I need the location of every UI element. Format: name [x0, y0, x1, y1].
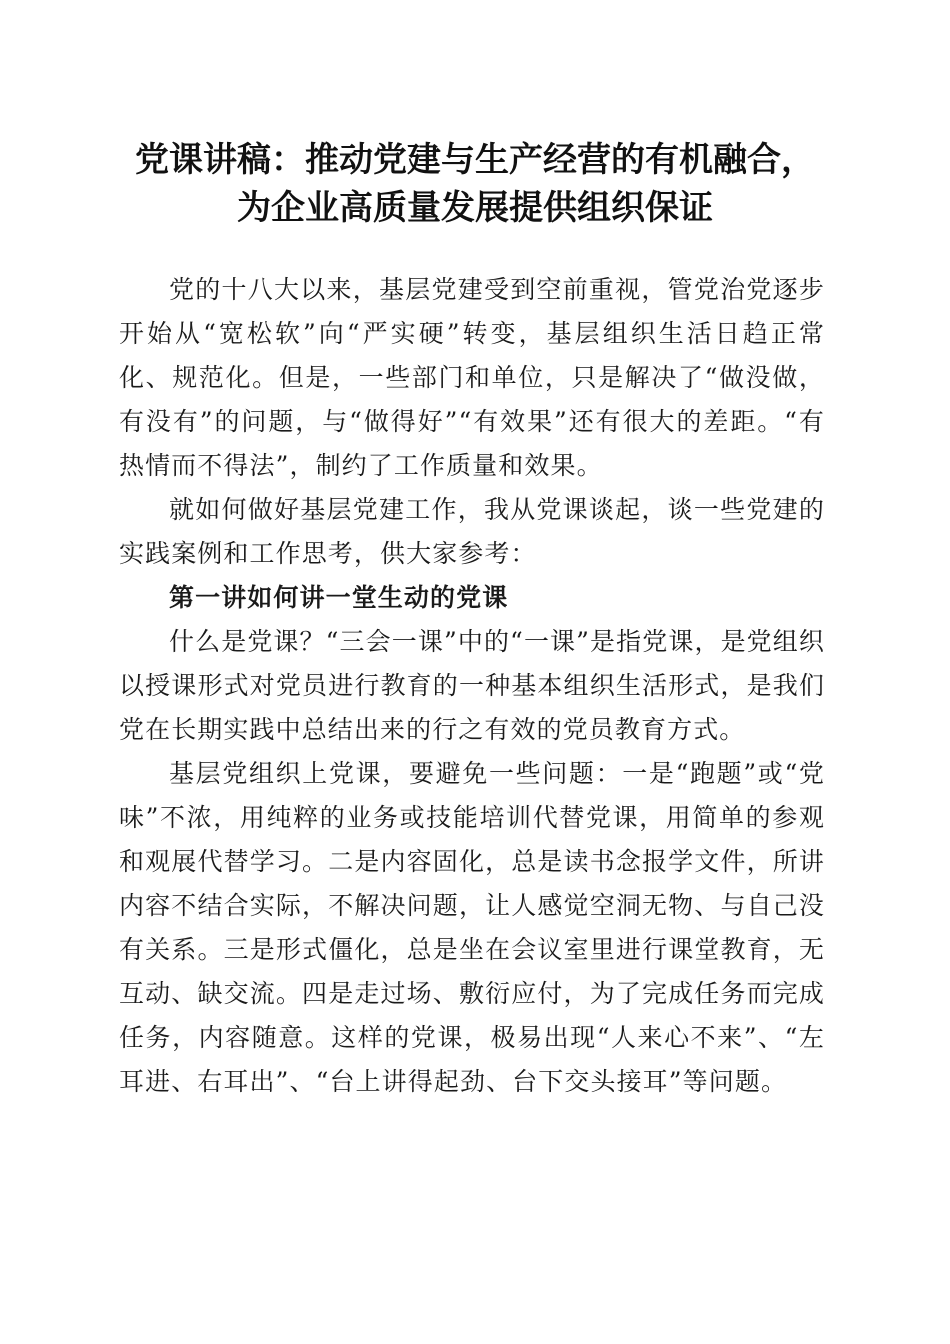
paragraph-definition: 什么是党课？“三会一课”中的“一课”是指党课，是党组织以授课形式对党员进行教育的一种基本组织生活形式，是我们党在长期实践中总结出来的行之有效的党员教育方式。 — [119, 627, 825, 744]
paragraph-purpose: 就如何做好基层党建工作，我从党课谈起，谈一些党建的实践案例和工作思考，供大家参考： — [119, 495, 825, 568]
document-body — [119, 268, 825, 1104]
title-line-2: 为企业高质量发展提供组织保证 — [237, 188, 713, 228]
title-line-1: 党课讲稿：推动党建与生产经营的有机融合， — [135, 140, 815, 180]
document-title — [90, 136, 860, 232]
paragraph-problems: 基层党组织上党课，要避免一些问题：一是“跑题”或“党味”不浓，用纯粹的业务或技能培训代替党课，用简单的参观和观展代替学习。二是内容固化，总是读书念报学文件，所讲内容不结合实际，不解决问题，让人感觉空洞无物、与自己没有关系。三是形式僵化，总是坐在会议室里进行课堂教育，无互动、缺交流。四是走过场、敷衍应付，为了完成任务而完成任务，内容随意。这样的党课，极易出现“人来心不来”、“左耳进、右耳出”、“台上讲得起劲、台下交头接耳”等问题。 — [119, 759, 825, 1096]
paragraph-intro: 党的十八大以来，基层党建受到空前重视，管党治党逐步开始从“宽松软”向“严实硬”转变，基层组织生活日趋正常化、规范化。但是，一些部门和单位，只是解决了“做没做，有没有”的问题，与“做得好”“有效果”还有很大的差距。“有热情而不得法”，制约了工作质量和效果。 — [119, 275, 825, 480]
section-heading: 第一讲如何讲一堂生动的党课 — [169, 583, 509, 612]
